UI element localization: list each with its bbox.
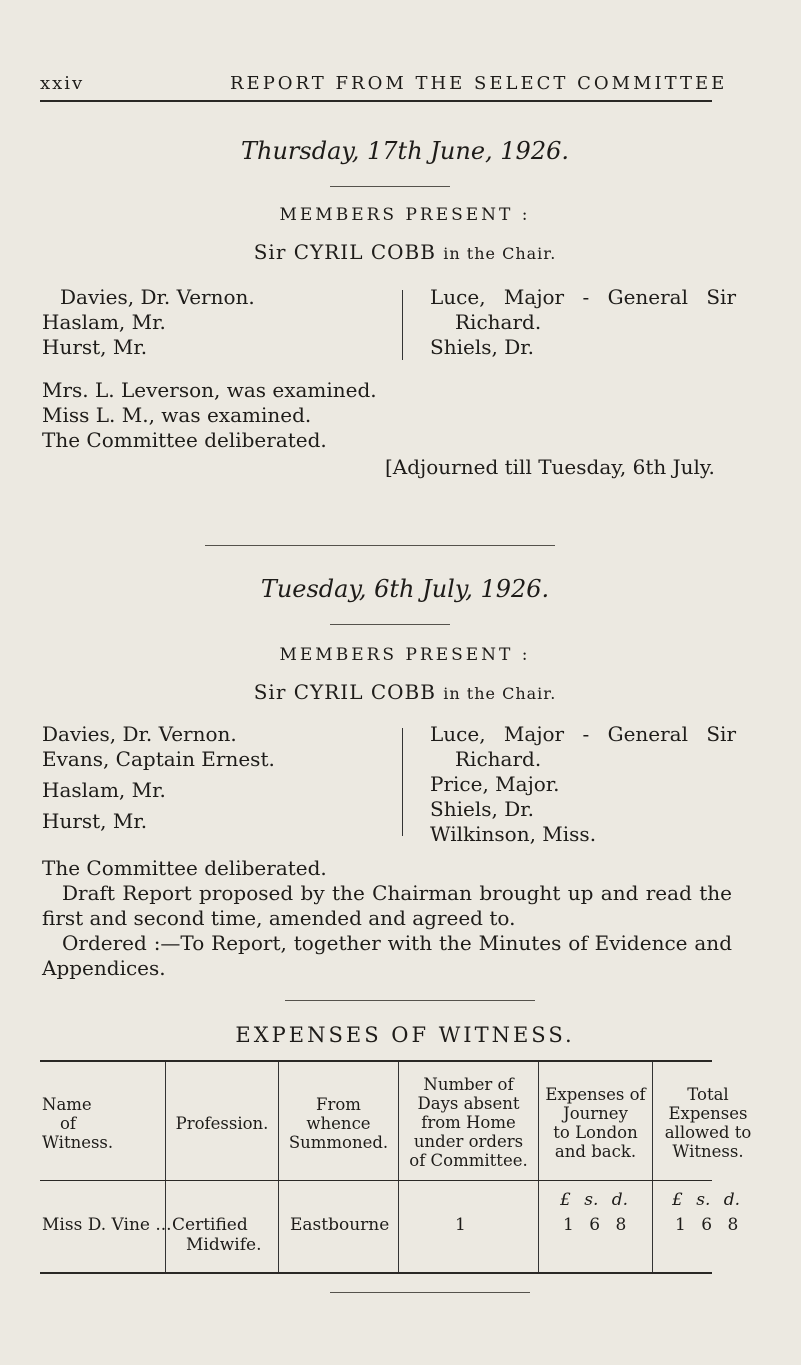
witness-days: 1 <box>455 1215 466 1235</box>
member-right: Wilkinson, Miss. <box>430 822 597 846</box>
draft-report-paragraph: Draft Report proposed by the Chairman brought up and read the first and second time, amended and agreed to. <box>42 881 732 930</box>
member-left: Hurst, Mr. <box>42 335 148 359</box>
header-bottom-rule <box>40 1180 712 1181</box>
header-line: From <box>316 1095 361 1114</box>
header-line: Expenses of <box>545 1085 646 1104</box>
member-left: Haslam, Mr. <box>42 778 166 802</box>
ordered-paragraph: Ordered :—To Report, together with the Minutes of Evidence and Appendices. <box>42 931 732 980</box>
meeting2-date: Tuesday, 6th July, 1926. <box>260 575 550 603</box>
header-line: Number of <box>423 1075 514 1094</box>
member-right: Richard. <box>455 310 542 334</box>
header-profession <box>166 1114 278 1133</box>
profession-line: Midwife. <box>186 1235 262 1255</box>
header-line: of <box>60 1114 77 1133</box>
proceeding: Miss L. M., was examined. <box>42 403 312 427</box>
currency-unit: £ s. d. <box>672 1190 741 1210</box>
member-left: Davies, Dr. Vernon. <box>60 285 255 309</box>
header-journey <box>539 1085 652 1161</box>
header-line: Journey <box>563 1104 628 1123</box>
member-left: Davies, Dr. Vernon. <box>42 722 237 746</box>
table-col-divider <box>165 1062 166 1272</box>
members-present-heading: MEMBERS PRESENT : <box>279 645 531 665</box>
end-rule <box>330 1292 530 1293</box>
currency-unit: £ s. d. <box>560 1190 629 1210</box>
adjourned-note: [Adjourned till Tuesday, 6th July. <box>385 455 715 479</box>
chair-name: Sir CYRIL COBB <box>253 240 436 264</box>
header-line: Name <box>42 1095 92 1114</box>
header-line: Days absent <box>417 1094 520 1113</box>
header-line: allowed to <box>664 1123 752 1142</box>
header-line: of Committee. <box>409 1151 528 1170</box>
proceeding: The Committee deliberated. <box>42 428 327 452</box>
header-days <box>399 1075 538 1170</box>
witness-from: Eastbourne <box>290 1215 390 1235</box>
member-left: Hurst, Mr. <box>42 809 148 833</box>
page-number: xxiv <box>40 73 85 94</box>
header-line: Total <box>687 1085 729 1104</box>
meeting1-date: Thursday, 17th June, 1926. <box>241 137 569 165</box>
header-line: Summoned. <box>288 1133 389 1152</box>
chair-suffix: in the Chair. <box>443 244 557 263</box>
table-col-divider <box>278 1062 279 1272</box>
witness-total-expense: 1 6 8 <box>675 1215 739 1235</box>
proceeding: Mrs. L. Leverson, was examined. <box>42 378 377 402</box>
profession-line: Certified <box>172 1215 248 1235</box>
member-right: Richard. <box>455 747 542 771</box>
header-line: Profession. <box>175 1114 269 1133</box>
member-left: Evans, Captain Ernest. <box>42 747 275 771</box>
header-line: Witness. <box>42 1133 114 1152</box>
witness-profession <box>172 1215 261 1255</box>
chair-suffix: in the Chair. <box>443 684 557 703</box>
header-line: Expenses <box>668 1104 748 1123</box>
proceeding: The Committee deliberated. <box>42 856 327 880</box>
member-right: Price, Major. <box>430 772 560 796</box>
header-line: and back. <box>554 1142 637 1161</box>
header-line: from Home <box>421 1113 516 1132</box>
header-name <box>42 1095 162 1152</box>
header-line: under orders <box>413 1132 524 1151</box>
members-present-heading: MEMBERS PRESENT : <box>279 205 531 225</box>
member-right: Luce, Major - General Sir <box>430 285 737 309</box>
header-line: whence <box>306 1114 371 1133</box>
header-line: Witness. <box>672 1142 744 1161</box>
header-from <box>279 1095 398 1152</box>
chair-name: Sir CYRIL COBB <box>253 680 436 704</box>
witness-name: Miss D. Vine ... <box>42 1215 172 1235</box>
member-left: Haslam, Mr. <box>42 310 166 334</box>
header-total <box>653 1085 763 1161</box>
member-right: Shiels, Dr. <box>430 797 534 821</box>
expenses-title: EXPENSES OF WITNESS. <box>235 1023 575 1047</box>
table-bottom-rule <box>40 1272 712 1274</box>
header-line: to London <box>553 1123 638 1142</box>
member-right: Luce, Major - General Sir <box>430 722 737 746</box>
member-right: Shiels, Dr. <box>430 335 534 359</box>
table-top-rule <box>40 1060 712 1062</box>
running-title: REPORT FROM THE SELECT COMMITTEE <box>230 73 728 94</box>
witness-journey-expense: 1 6 8 <box>563 1215 627 1235</box>
